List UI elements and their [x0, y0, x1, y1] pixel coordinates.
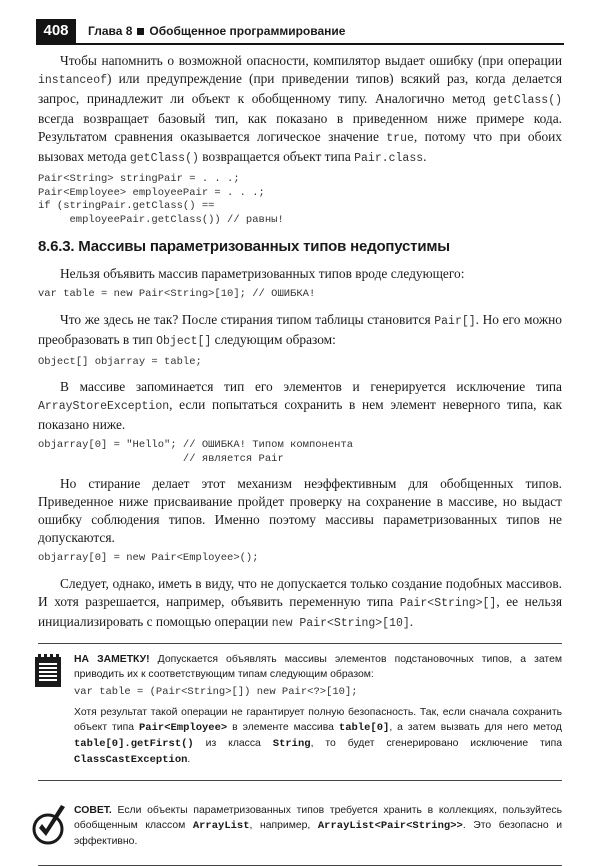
- header-rule: [36, 43, 564, 45]
- text-run: всегда возвращает базовый тип, как показано в приведенном ниже примере кода. Результатом сравнения оказывается логическое значение: [38, 111, 562, 144]
- text-run: Следует, однако, иметь в виду, что не допускается только создание подобных массивов. И хотя разрешается, например, объявить переменную типа: [38, 575, 562, 609]
- inline-code: ArrayStoreException: [38, 400, 170, 413]
- paragraph-variable-allowed: [38, 575, 562, 633]
- section-heading: 8.6.3. Массивы параметризованных типов недопустимы: [38, 238, 450, 255]
- inline-code: Pair[]: [434, 314, 476, 328]
- inline-code: getClass(): [129, 152, 199, 165]
- inline-code: getClass(): [492, 94, 562, 107]
- code-block-objarray: Object[] objarray = table;: [38, 355, 202, 368]
- text-run: В массиве запоминается тип его элементов и генерируется исключение типа: [60, 379, 562, 394]
- chapter-title: Обобщенное программирование: [149, 24, 346, 38]
- paragraph-intro: [38, 52, 562, 168]
- code-block-new-pair: objarray[0] = new Pair<Employee>();: [38, 552, 259, 564]
- note-box: [38, 643, 562, 782]
- square-bullet-icon: [137, 28, 144, 35]
- text-run: Но стирание делает этот механизм неэффективным для обобщенных типов. Приведенное ниже присваивание пройдет проверку на сохранение в массиве, но выдаст ошибку соблюдения типов. Именно поэтому массивы параметризованных типов не допускаются.: [38, 476, 562, 545]
- text-run: , например,: [249, 820, 318, 831]
- text-run: Чтобы напомнить о возможной опасности, компилятор выдает ошибку (при операции: [60, 53, 562, 68]
- note-text: Допускается объявлять массивы элементов подстановочных типов, а затем приводить их к соответствующим типам следующим образом:: [74, 653, 562, 680]
- inline-code-bold: Pair<Employee>: [138, 722, 228, 734]
- text-run: Что же здесь не так? После стирания типом таблицы становится: [60, 311, 435, 327]
- code-block-getclass: Pair<String> stringPair = . . .; Pair<Employee> employeePair = . . .; if (stringPair.getClass() == employeePair.getClass()) // равны!: [38, 173, 284, 226]
- text-run: Если объекты параметризованных типов требуется хранить в коллекциях, пользуйтесь обобщенным классом: [74, 805, 562, 831]
- paragraph-ineffective: [38, 475, 562, 547]
- paragraph-arraystore: [38, 378, 562, 434]
- tip-body: [74, 803, 562, 849]
- paragraph-erasure: [38, 311, 562, 351]
- text-run: . Но его можно преобразовать в тип: [38, 311, 562, 347]
- notepad-icon: [34, 654, 62, 688]
- chapter-label: Глава 8: [88, 24, 133, 38]
- inline-code-bold: table[0]: [338, 722, 390, 734]
- note-code: var table = (Pair<String>[]) new Pair<?>[10];: [74, 685, 358, 698]
- text-run: .: [187, 754, 191, 765]
- note-warning: [74, 705, 562, 768]
- inline-code: instanceof: [38, 74, 108, 87]
- inline-code: Object[]: [156, 334, 212, 348]
- text-run: . Это безопасно и эффективно.: [74, 820, 563, 847]
- running-head: [88, 23, 345, 39]
- page-content: [38, 52, 562, 866]
- text-run: .: [409, 613, 414, 629]
- text-run: , а затем вызвать для него метод: [389, 722, 562, 733]
- text-run: ) или предупреждение (при приведении типов) всякий раз, когда делается запрос, принадлежит ли объект к обобщенному типу. Аналогично метод: [38, 71, 562, 106]
- text-run: из класса: [193, 738, 273, 749]
- inline-code-bold: ClassCastException: [74, 754, 188, 766]
- code-block-table-declaration: var table = new Pair<String>[10]; // ОШИБКА!: [38, 288, 316, 300]
- note-label: НА ЗАМЕТКУ!: [74, 653, 150, 665]
- text-run: Нельзя объявить массив параметризованных типов вроде следующего:: [60, 266, 465, 281]
- inline-code: new Pair<String>[10]: [271, 616, 410, 630]
- text-run: .: [423, 149, 427, 164]
- tip-box: [38, 803, 562, 866]
- text-run: , если попытаться сохранить в нем элемент неверного типа, как показано ниже.: [38, 397, 562, 432]
- code-block-hello: objarray[0] = "Hello"; // ОШИБКА! Типом компонента // является Pair: [38, 439, 354, 465]
- page-number: 408: [36, 19, 76, 43]
- note-intro: [74, 652, 562, 682]
- text-run: , ее нельзя инициализировать с помощью операции: [38, 593, 562, 629]
- text-run: Хотя результат такой операции не гарантирует полную безопасность. Так, если сначала сохранить объект типа: [74, 707, 562, 733]
- text-run: возвращается объект типа: [198, 149, 355, 164]
- inline-code-bold: String: [272, 738, 311, 750]
- checkmark-icon: [32, 803, 68, 847]
- inline-code-bold: table[0].getFirst(): [74, 738, 194, 750]
- text-run: , потому что при обоих вызовах метода: [38, 129, 562, 164]
- inline-code: Pair.class: [354, 152, 424, 165]
- inline-code: true: [386, 132, 414, 145]
- page-header: [36, 19, 564, 45]
- paragraph-array-declaration: [38, 265, 562, 283]
- text-run: в элементе массива: [227, 722, 339, 733]
- text-run: , то будет сгенерировано исключение типа: [310, 738, 563, 749]
- tip-label: СОВЕТ.: [74, 805, 112, 816]
- inline-code-bold: ArrayList<Pair<String>>: [317, 820, 463, 832]
- inline-code: Pair<String>[]: [399, 596, 497, 610]
- text-run: следующим образом:: [211, 331, 336, 347]
- note-body: [74, 652, 562, 769]
- tip-paragraph: [74, 803, 562, 849]
- inline-code-bold: ArrayList: [192, 820, 250, 832]
- tip-text: [74, 805, 562, 847]
